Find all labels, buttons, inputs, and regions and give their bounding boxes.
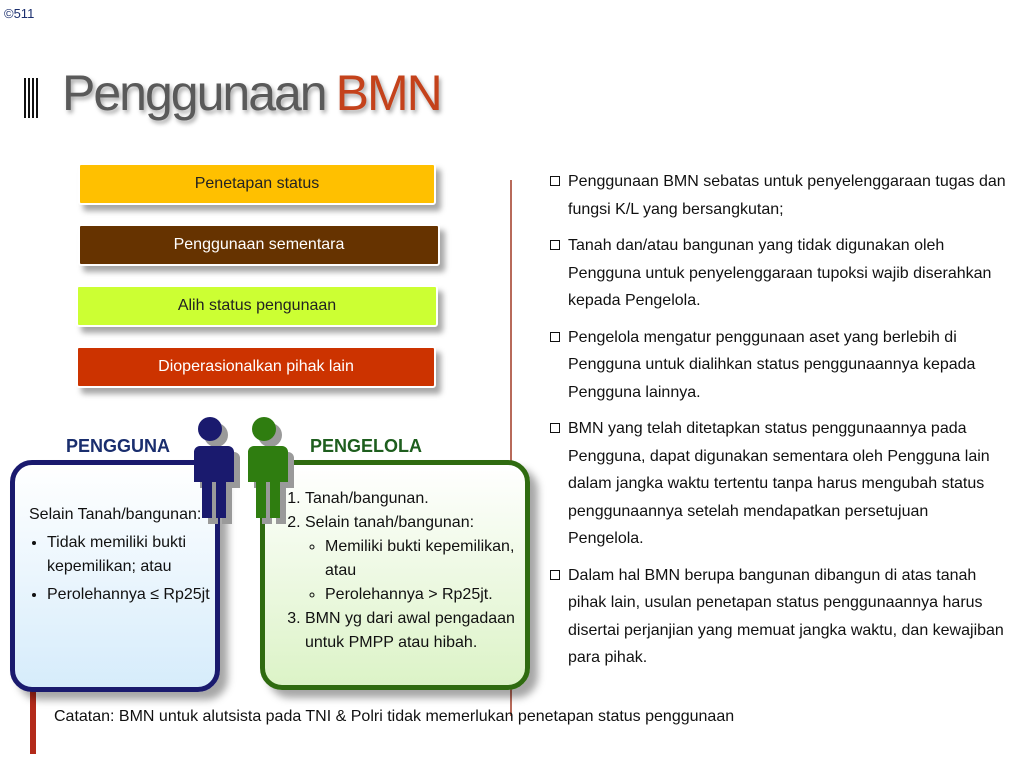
list-item — [548, 324, 1008, 407]
checkbox-icon — [550, 332, 560, 342]
bullet-text: Tanah dan/atau bangunan yang tidak digunakan oleh Pengguna untuk penyelenggaraan tupoksi wajib diserahkan kepada Pengelola. — [568, 237, 992, 309]
pengguna-list — [29, 531, 219, 607]
footnote: Catatan: BMN untuk alutsista pada TNI & Polri tidak memerlukan penetapan status penggunaan — [54, 708, 735, 725]
title-part-2: BMN — [335, 65, 441, 121]
bullet-text: Dalam hal BMN berupa bangunan dibangun di atas tanah pihak lain, usulan penetapan status penggunaannya harus disertai perjanjian yang memuat jangka waktu, dan kewajiban para pihak. — [568, 566, 1004, 666]
pengelola-label: PENGELOLA — [310, 436, 423, 456]
sub-list-item: ◦ Memiliki bukti kepemilikan, atau — [325, 535, 523, 583]
person-green-icon — [236, 416, 298, 528]
copyright-label: ©511 — [4, 6, 35, 21]
person-blue-icon — [186, 416, 242, 528]
title-bars-decoration — [24, 78, 40, 118]
pengguna-intro: Selain Tanah/bangunan: — [29, 506, 202, 523]
accent-bar — [30, 688, 36, 754]
pengelola-box — [260, 460, 530, 690]
bullet-text: Pengelola mengatur penggunaan aset yang berlebih di Pengguna untuk dialihkan status penggunaannya kepada Pengguna lainnya. — [568, 328, 976, 401]
list-item — [548, 562, 1008, 672]
pengguna-label: PENGGUNA — [66, 436, 171, 456]
list-item: • Perolehannya ≤ Rp25jt — [47, 583, 219, 607]
pill-dioperasionalkan: Dioperasionalkan pihak lain — [76, 346, 436, 388]
checkbox-icon — [550, 240, 560, 250]
checkbox-icon — [550, 176, 560, 186]
pill-alih-status: Alih status pengunaan — [76, 285, 438, 327]
bullet-text: BMN yang telah ditetapkan status penggunaannya pada Pengguna, dapat digunakan sementara oleh Pengguna lain dalam jangka waktu tertentu tanpa harus mengubah status penggunaannya setelah mendapatkan persetujuan Pengelola. — [568, 420, 990, 547]
list-item: 1. Tanah/bangunan. — [305, 487, 523, 511]
list-item: 3. BMN yg dari awal pengadaan untuk PMPP atau hibah. — [305, 607, 523, 655]
list-item: • Tidak memiliki bukti kepemilikan; atau — [47, 531, 219, 579]
pill-penetapan-status: Penetapan status — [78, 163, 436, 205]
list-item — [548, 415, 1008, 553]
sub-list-item: ◦ Perolehannya > Rp25jt. — [325, 583, 523, 607]
bullet-list — [548, 168, 1008, 681]
pengelola-list — [283, 487, 523, 655]
list-item — [305, 511, 523, 607]
checkbox-icon — [550, 423, 560, 433]
list-item-label: Selain tanah/bangunan: — [305, 514, 475, 531]
title-part-1: Penggunaan — [62, 65, 326, 121]
page-title — [62, 64, 441, 122]
pill-penggunaan-sementara: Penggunaan sementara — [78, 224, 440, 266]
list-item — [548, 168, 1008, 223]
checkbox-icon — [550, 570, 560, 580]
pengelola-sublist — [305, 535, 523, 607]
bullet-text: Penggunaan BMN sebatas untuk penyelenggaraan tugas dan fungsi K/L yang bersangkutan; — [568, 173, 1006, 218]
list-item — [548, 232, 1008, 315]
